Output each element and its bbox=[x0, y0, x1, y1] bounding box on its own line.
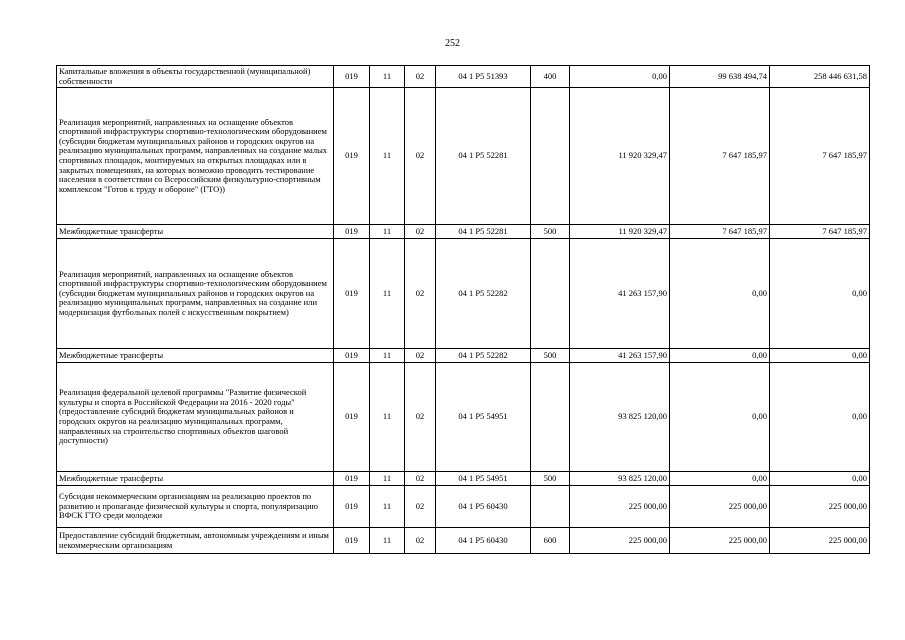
amount-year1-cell: 93 825 120,00 bbox=[570, 363, 670, 472]
table-row bbox=[57, 486, 870, 528]
expense-type-cell bbox=[531, 363, 570, 472]
amount-year1-cell: 11 920 329,47 bbox=[570, 88, 670, 225]
expense-name-cell: Предоставление субсидий бюджетным, автономным учреждениям и иным некоммерческим организациям bbox=[57, 528, 334, 554]
table-row bbox=[57, 363, 870, 472]
amount-year3-cell: 225 000,00 bbox=[770, 528, 870, 554]
amount-year2-cell: 0,00 bbox=[670, 363, 770, 472]
subsection-code-cell: 02 bbox=[405, 88, 436, 225]
section-code-cell: 11 bbox=[370, 349, 405, 363]
table-row bbox=[57, 472, 870, 486]
target-article-cell: 04 1 P5 52281 bbox=[436, 225, 531, 239]
expense-name-cell: Субсидия некоммерческим организациям на реализацию проектов по развитию и пропаганде физической культуры и спорта, популяризацию ВФСК ГТО среди молодежи bbox=[57, 486, 334, 528]
amount-year3-cell: 225 000,00 bbox=[770, 486, 870, 528]
ministry-code-cell: 019 bbox=[334, 88, 370, 225]
ministry-code-cell: 019 bbox=[334, 225, 370, 239]
amount-year2-cell: 0,00 bbox=[670, 472, 770, 486]
section-code-cell: 11 bbox=[370, 472, 405, 486]
expense-name-cell: Реализация мероприятий, направленных на оснащение объектов спортивной инфраструктуры спортивно-технологическим оборудованием (субсидии бюджетам муниципальных районов и городских округов на реализацию муниципальных программ, направленных на создание или модернизация футбольных полей с искусственным покрытием) bbox=[57, 239, 334, 349]
section-code-cell: 11 bbox=[370, 239, 405, 349]
section-code-cell: 11 bbox=[370, 528, 405, 554]
amount-year2-cell: 7 647 185,97 bbox=[670, 225, 770, 239]
table-row bbox=[57, 88, 870, 225]
expense-type-cell bbox=[531, 239, 570, 349]
section-code-cell: 11 bbox=[370, 363, 405, 472]
amount-year3-cell: 7 647 185,97 bbox=[770, 225, 870, 239]
target-article-cell: 04 1 P5 52281 bbox=[436, 88, 531, 225]
table-row bbox=[57, 528, 870, 554]
expense-name-cell: Межбюджетные трансферты bbox=[57, 225, 334, 239]
page-number: 252 bbox=[445, 38, 460, 49]
amount-year1-cell: 225 000,00 bbox=[570, 528, 670, 554]
amount-year2-cell: 0,00 bbox=[670, 239, 770, 349]
amount-year3-cell: 258 446 631,58 bbox=[770, 66, 870, 88]
amount-year2-cell: 225 000,00 bbox=[670, 486, 770, 528]
target-article-cell: 04 1 P5 52282 bbox=[436, 239, 531, 349]
subsection-code-cell: 02 bbox=[405, 363, 436, 472]
expense-name-cell: Межбюджетные трансферты bbox=[57, 349, 334, 363]
expense-name-cell: Межбюджетные трансферты bbox=[57, 472, 334, 486]
section-code-cell: 11 bbox=[370, 225, 405, 239]
subsection-code-cell: 02 bbox=[405, 486, 436, 528]
ministry-code-cell: 019 bbox=[334, 349, 370, 363]
ministry-code-cell: 019 bbox=[334, 66, 370, 88]
subsection-code-cell: 02 bbox=[405, 225, 436, 239]
subsection-code-cell: 02 bbox=[405, 66, 436, 88]
subsection-code-cell: 02 bbox=[405, 472, 436, 486]
target-article-cell: 04 1 P5 51393 bbox=[436, 66, 531, 88]
table-row bbox=[57, 66, 870, 88]
expense-type-cell: 500 bbox=[531, 472, 570, 486]
amount-year2-cell: 7 647 185,97 bbox=[670, 88, 770, 225]
section-code-cell: 11 bbox=[370, 486, 405, 528]
amount-year1-cell: 11 920 329,47 bbox=[570, 225, 670, 239]
table-row bbox=[57, 225, 870, 239]
table-row bbox=[57, 349, 870, 363]
target-article-cell: 04 1 P5 60430 bbox=[436, 528, 531, 554]
ministry-code-cell: 019 bbox=[334, 472, 370, 486]
expense-name-cell: Капитальные вложения в объекты государственной (муниципальной) собственности bbox=[57, 66, 334, 88]
budget-table bbox=[56, 65, 870, 554]
expense-name-cell: Реализация мероприятий, направленных на оснащение объектов спортивной инфраструктуры спортивно-технологическим оборудованием (субсидии бюджетам муниципальных районов и городских округов на реализацию муниципальных программ, направленных на создание малых спортивных площадок, монтируемых на открытых площадках или в закрытых помещениях, на которых возможно проводить тестирование населения в соответствии со Всероссийским физкультурно-спортивным комплексом "Готов к труду и обороне" (ГТО)) bbox=[57, 88, 334, 225]
expense-type-cell bbox=[531, 486, 570, 528]
amount-year1-cell: 93 825 120,00 bbox=[570, 472, 670, 486]
subsection-code-cell: 02 bbox=[405, 528, 436, 554]
amount-year3-cell: 0,00 bbox=[770, 239, 870, 349]
section-code-cell: 11 bbox=[370, 88, 405, 225]
target-article-cell: 04 1 P5 54951 bbox=[436, 363, 531, 472]
amount-year3-cell: 0,00 bbox=[770, 349, 870, 363]
expense-type-cell: 600 bbox=[531, 528, 570, 554]
expense-name-cell: Реализация федеральной целевой программы "Развитие физической культуры и спорта в Российской Федерации на 2016 - 2020 годы" (предоставление субсидий бюджетам муниципальных районов и городских округов на реализацию муниципальных программ, направленных на строительство спортивных объектов шаговой доступности) bbox=[57, 363, 334, 472]
amount-year1-cell: 0,00 bbox=[570, 66, 670, 88]
ministry-code-cell: 019 bbox=[334, 486, 370, 528]
expense-type-cell: 400 bbox=[531, 66, 570, 88]
target-article-cell: 04 1 P5 54951 bbox=[436, 472, 531, 486]
amount-year2-cell: 225 000,00 bbox=[670, 528, 770, 554]
expense-type-cell bbox=[531, 88, 570, 225]
amount-year1-cell: 41 263 157,90 bbox=[570, 239, 670, 349]
expense-type-cell: 500 bbox=[531, 225, 570, 239]
amount-year3-cell: 0,00 bbox=[770, 363, 870, 472]
amount-year1-cell: 225 000,00 bbox=[570, 486, 670, 528]
ministry-code-cell: 019 bbox=[334, 363, 370, 472]
target-article-cell: 04 1 P5 60430 bbox=[436, 486, 531, 528]
amount-year1-cell: 41 263 157,90 bbox=[570, 349, 670, 363]
amount-year2-cell: 0,00 bbox=[670, 349, 770, 363]
target-article-cell: 04 1 P5 52282 bbox=[436, 349, 531, 363]
ministry-code-cell: 019 bbox=[334, 239, 370, 349]
amount-year2-cell: 99 638 494,74 bbox=[670, 66, 770, 88]
expense-type-cell: 500 bbox=[531, 349, 570, 363]
subsection-code-cell: 02 bbox=[405, 239, 436, 349]
amount-year3-cell: 0,00 bbox=[770, 472, 870, 486]
table-row bbox=[57, 239, 870, 349]
subsection-code-cell: 02 bbox=[405, 349, 436, 363]
ministry-code-cell: 019 bbox=[334, 528, 370, 554]
section-code-cell: 11 bbox=[370, 66, 405, 88]
amount-year3-cell: 7 647 185,97 bbox=[770, 88, 870, 225]
